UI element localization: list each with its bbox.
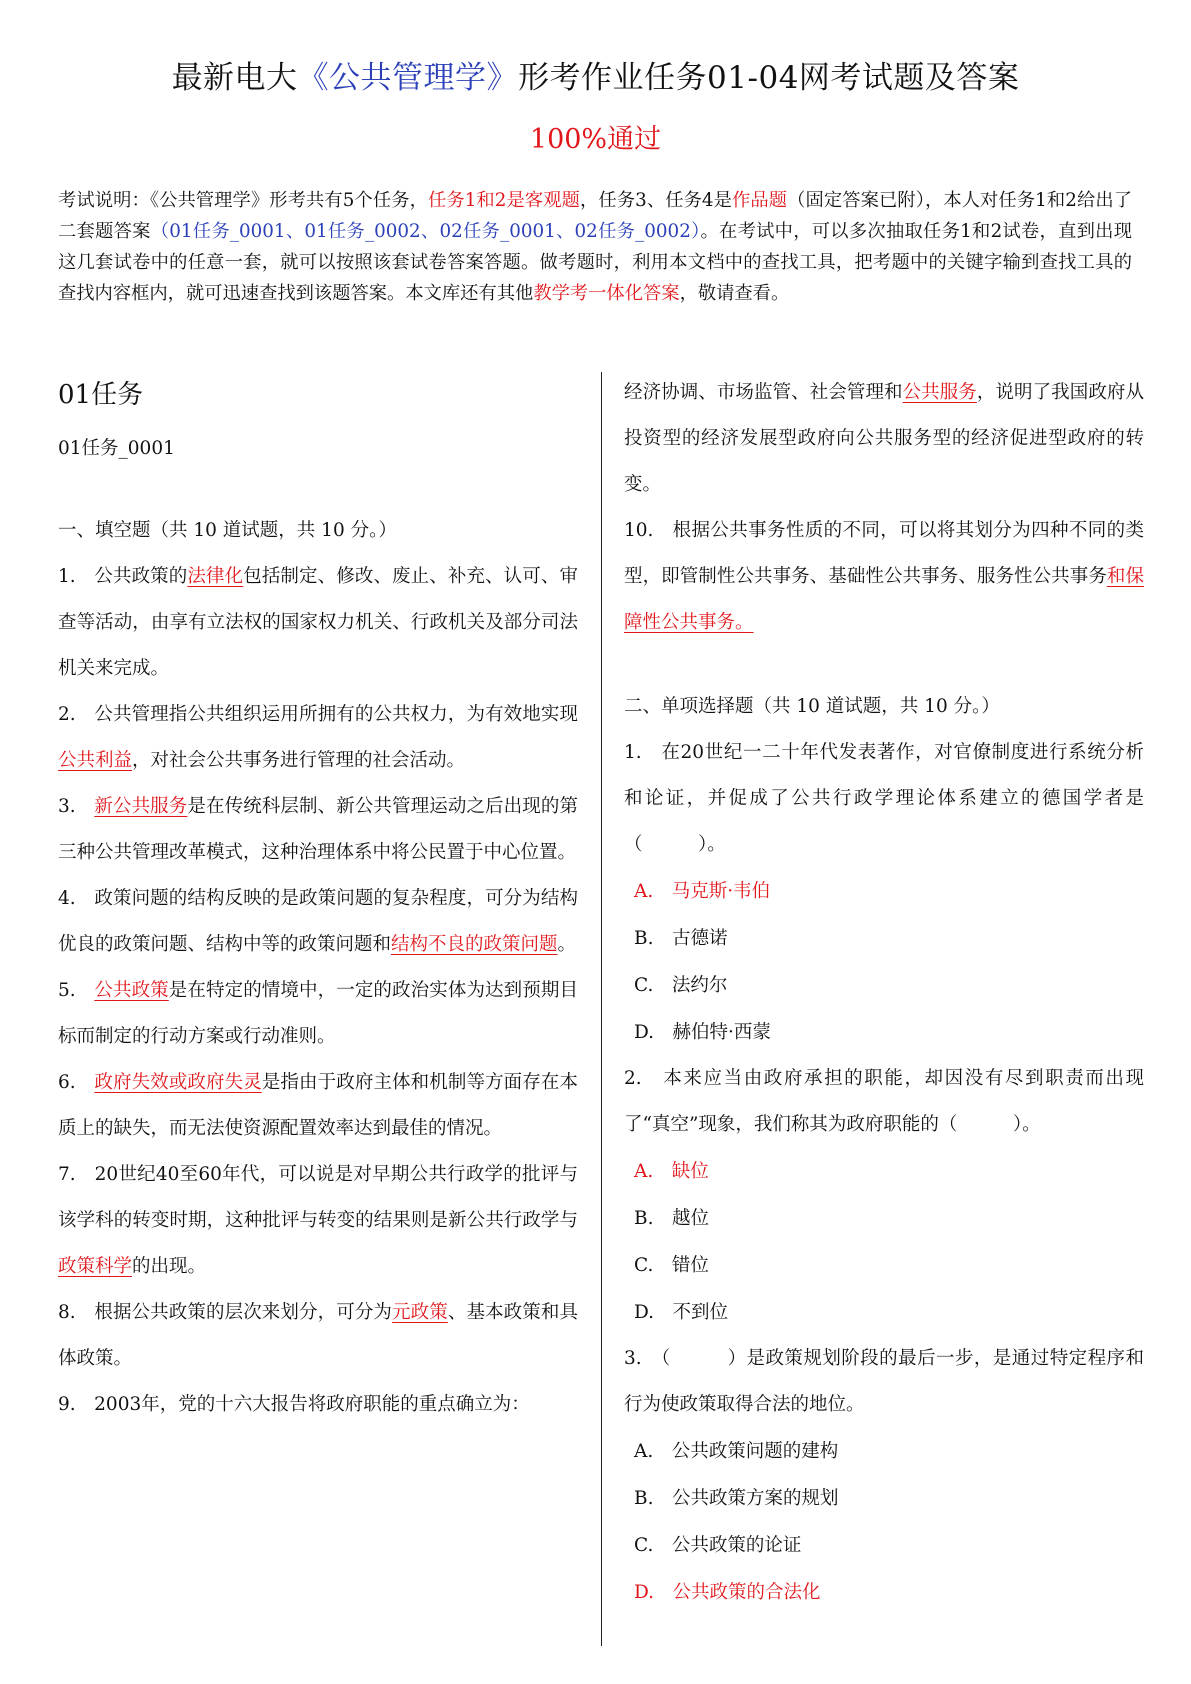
question-6: 6. 政府失效或政府失灵是指由于政府主体和机制等方面存在本质上的缺失，而无法使资源配置效率达到最佳的情况。 [58,1072,578,1139]
option-c: C. 法约尔 [634,975,728,996]
question-8: 8. 根据公共政策的层次来划分，可分为元政策、基本政策和具体政策。 [58,1302,578,1369]
answer: 元政策 [392,1302,448,1323]
answer: 结构不良的政策问题 [391,934,558,955]
right-column [624,370,1144,1616]
option-b: B. 公共政策方案的规划 [634,1488,839,1509]
question-7: 7. 20世纪40至60年代，可以说是对早期公共行政学的批评与该学科的转变时期，这种批评与转变的结果则是新公共行政学与政策科学的出现。 [58,1164,578,1277]
exam-instructions: 考试说明：《公共管理学》形考共有5个任务，任务1和2是客观题，任务3、任务4是作品题（固定答案已附），本人对任务1和2给出了二套题答案（01任务_0001、01任务_0002、02任务_0001、02任务_0002）。在考试中，可以多次抽取任务1和2试卷，直到出现这几套试卷中的任意一套，就可以按照该套试卷答案答题。做考题时，利用本文档中的查找工具，把考题中的关键字输到查找工具的查找内容框内，就可迅速查找到该题答案。本文库还有其他教学考一体化答案，敬请查看。 [58,190,1133,304]
question-2: 2. 公共管理指公共组织运用所拥有的公共权力，为有效地实现公共利益，对社会公共事务进行管理的社会活动。 [58,704,578,771]
question-4: 4. 政策问题的结构反映的是政策问题的复杂程度，可分为结构优良的政策问题、结构中等的政策问题和结构不良的政策问题。 [58,888,578,955]
question-5: 5. 公共政策是在特定的情境中，一定的政治实体为达到预期目标而制定的行动方案或行动准则。 [58,980,578,1047]
option-a-correct: A. 缺位 [634,1161,709,1182]
question-9-continued: 经济协调、市场监管、社会管理和公共服务，说明了我国政府从投资型的经济发展型政府向公共服务型的经济促进型政府的转变。 [624,382,1144,495]
answer: 公共服务 [902,382,977,403]
option-d: D. 不到位 [634,1302,729,1323]
choice-question-3: 3. （ ）是政策规划阶段的最后一步，是通过特定程序和行为使政策取得合法的地位。 [624,1348,1144,1415]
question-3: 3. 新公共服务是在传统科层制、新公共管理运动之后出现的第三种公共管理改革模式，这种治理体系中将公民置于中心位置。 [58,796,578,863]
highlight-work-tasks: 作品题 [732,190,788,211]
option-b: B. 古德诺 [634,928,728,949]
page-title: 最新电大《公共管理学》形考作业任务01-04网考试题及答案 [171,60,1020,96]
task-id: 01任务_0001 [58,438,175,459]
answer-set-list: （01任务_0001、01任务_0002、02任务_0001、02任务_0002） [150,221,701,242]
highlight-objective-tasks: 任务1和2是客观题 [427,190,580,211]
option-a: A. 公共政策问题的建构 [634,1441,839,1462]
course-name: 《公共管理学》 [297,60,519,96]
section-title: 01任务 [58,380,144,410]
part-title-fill-blank: 一、填空题（共 10 道试题，共 10 分。） [58,520,397,541]
option-d: D. 赫伯特·西蒙 [634,1022,771,1043]
option-c: C. 错位 [634,1255,709,1276]
question-10: 10. 根据公共事务性质的不同，可以将其划分为四种不同的类型，即管制性公共事务、基础性公共事务、服务性公共事务和保障性公共事务。 [624,520,1144,633]
answer: 法律化 [187,566,244,587]
answer: 政策科学 [58,1256,133,1277]
column-divider [601,372,602,1646]
part-title-single-choice: 二、单项选择题（共 10 道试题，共 10 分。） [624,696,1000,717]
answer: 公共政策 [94,980,169,1001]
question-1: 1. 公共政策的法律化包括制定、修改、废止、补充、认可、审查等活动，由享有立法权的国家权力机关、行政机关及部分司法机关来完成。 [58,566,578,679]
answer: 政府失效或政府失灵 [94,1072,262,1093]
page-subtitle: 100%通过 [529,124,662,155]
option-b: B. 越位 [634,1208,709,1229]
answer: 新公共服务 [94,796,188,817]
option-d-correct: D. 公共政策的合法化 [634,1582,821,1603]
highlight-other-answers: 教学考一体化答案 [533,283,680,304]
answer: 公共利益 [58,750,133,771]
option-a-correct: A. 马克斯·韦伯 [634,881,771,902]
choice-question-1: 1. 在20世纪一二十年代发表著作，对官僚制度进行系统分析和论证，并促成了公共行政学理论体系建立的德国学者是（ ）。 [624,742,1144,855]
choice-question-2: 2. 本来应当由政府承担的职能，却因没有尽到职责而出现了“真空”现象，我们称其为政府职能的（ ）。 [624,1068,1144,1135]
question-9: 9. 2003年，党的十六大报告将政府职能的重点确立为： [58,1394,530,1415]
left-column [58,370,578,1428]
option-c: C. 公共政策的论证 [634,1535,802,1556]
answer: 和保障性公共事务。 [624,566,1144,633]
